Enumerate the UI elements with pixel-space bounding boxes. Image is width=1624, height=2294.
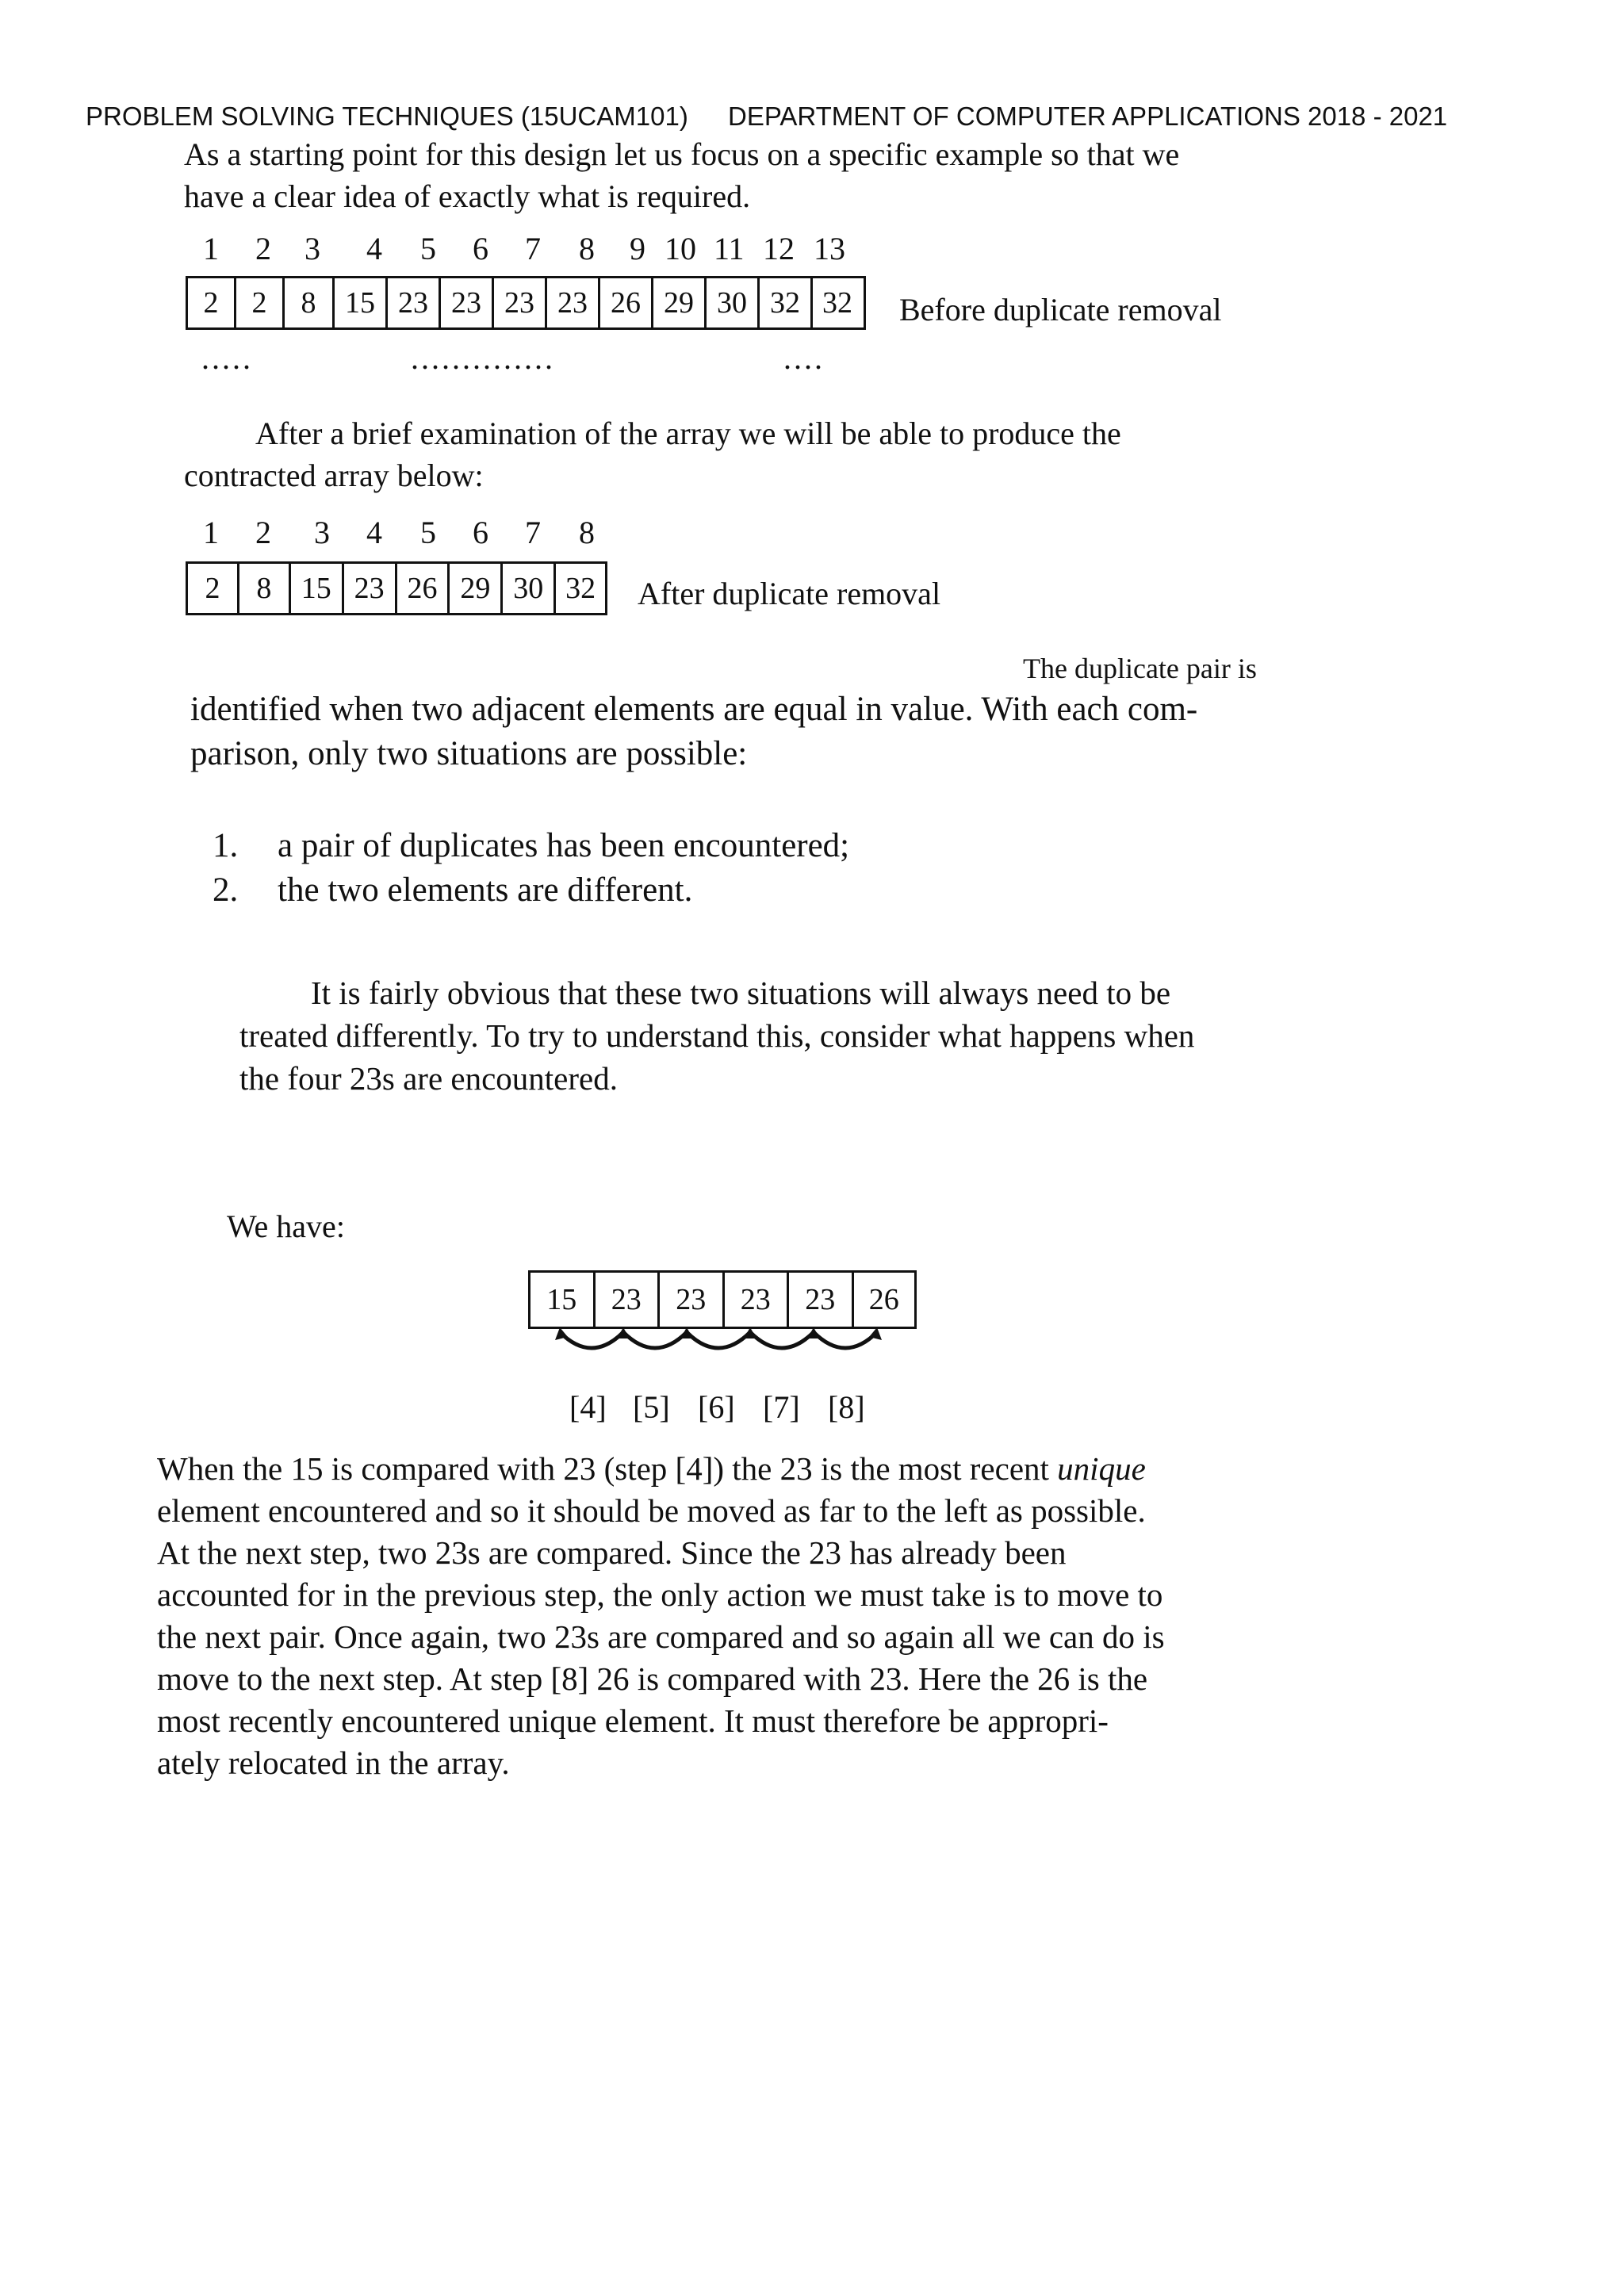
before-cell: 32 [822, 286, 852, 320]
para5-line-2: element encountered and so it should be moved as far to the left as possible. [157, 1492, 1146, 1529]
after-cell: 23 [344, 564, 397, 613]
para4-line-3: the four 23s are encountered. [239, 1060, 618, 1097]
para5-line-7: most recently encountered unique element. It must therefore be appropri- [157, 1702, 1109, 1739]
before-cell: 29 [653, 278, 707, 327]
before-cell: 26 [600, 278, 653, 327]
para4-line-2: treated differently. To try to understand this, consider what happens when [239, 1017, 1195, 1054]
before-cell: 2 [188, 278, 236, 327]
list-num-2: 2. [213, 871, 239, 909]
after-cell: 8 [239, 564, 291, 613]
before-index-5: 5 [420, 231, 436, 266]
header-course-title: PROBLEM SOLVING TECHNIQUES (15UCAM101) [86, 101, 688, 131]
before-index-11: 11 [714, 231, 745, 266]
after-array [186, 561, 607, 615]
para5-line-6: move to the next step. At step [8] 26 is compared with 23. Here the 26 is the [157, 1660, 1148, 1697]
before-index-2: 2 [255, 231, 271, 266]
after-index-1: 1 [203, 515, 219, 550]
before-index-6: 6 [473, 231, 488, 266]
before-dots-3: .... [783, 340, 825, 376]
para4-line-1: It is fairly obvious that these two situations will always need to be [311, 975, 1171, 1011]
comparison-cell: 23 [596, 1273, 661, 1327]
before-index-8: 8 [579, 231, 595, 266]
para3-line-1: identified when two adjacent elements are equal in value. With each com- [190, 691, 1198, 728]
we-have-label: We have: [227, 1208, 345, 1244]
before-index-1: 1 [203, 231, 219, 266]
before-cell: 8 [285, 278, 335, 327]
header-department: DEPARTMENT OF COMPUTER APPLICATIONS 2018 - 2021 [728, 101, 1448, 131]
after-cell: 32 [565, 572, 596, 605]
after-index-4: 4 [366, 515, 382, 550]
before-index-10: 10 [665, 231, 696, 266]
after-cell: 26 [397, 564, 450, 613]
after-cell: 2 [188, 564, 239, 613]
before-label: Before duplicate removal [899, 292, 1222, 327]
before-index-9: 9 [630, 231, 645, 266]
after-index-8: 8 [579, 515, 595, 550]
para3-lead: The duplicate pair is [1023, 653, 1257, 684]
after-index-6: 6 [473, 515, 488, 550]
after-cell: 30 [503, 564, 556, 613]
before-array [186, 276, 866, 330]
before-dots-2: .............. [411, 340, 555, 376]
comparison-cell: 23 [789, 1273, 854, 1327]
before-cell: 2 [236, 278, 285, 327]
para5-line-1-text: When the 15 is compared with 23 (step [4]) the 23 is the most recent [157, 1450, 1049, 1487]
before-dots-1: ..... [201, 340, 253, 376]
para5-emphasis-unique: unique [1057, 1450, 1146, 1487]
para2-line-2: contracted array below: [184, 458, 484, 493]
arrowhead [744, 1327, 756, 1338]
before-index-4: 4 [366, 231, 382, 266]
before-index-3: 3 [304, 231, 320, 266]
comparison-cell: 26 [868, 1283, 899, 1316]
para3-line-2: parison, only two situations are possible: [190, 735, 748, 772]
before-cell: 23 [547, 278, 600, 327]
after-label: After duplicate removal [638, 576, 941, 611]
comparison-cell: 23 [660, 1273, 725, 1327]
list-num-1: 1. [213, 827, 239, 864]
compare-arc-4 [560, 1332, 623, 1348]
comparison-cell: 23 [725, 1273, 790, 1327]
compare-arc-5 [623, 1332, 687, 1348]
before-index-13: 13 [814, 231, 845, 266]
para5-line-8: ately relocated in the array. [157, 1744, 510, 1781]
compare-arc-8 [814, 1332, 877, 1348]
before-index-7: 7 [525, 231, 541, 266]
step-label-5: [5] [633, 1389, 670, 1425]
before-cell: 15 [335, 278, 388, 327]
arrowhead [680, 1327, 693, 1338]
comparison-array [528, 1270, 917, 1329]
before-cell: 23 [388, 278, 441, 327]
after-index-7: 7 [525, 515, 541, 550]
arrowhead [617, 1327, 630, 1338]
before-cell: 32 [760, 278, 813, 327]
after-cell: 15 [291, 564, 344, 613]
intro-line-2: have a clear idea of exactly what is required. [184, 178, 751, 214]
before-cell: 23 [494, 278, 547, 327]
list-item-1: a pair of duplicates has been encountered; [278, 827, 850, 864]
compare-arc-7 [750, 1332, 814, 1348]
step-label-7: [7] [763, 1389, 800, 1425]
compare-arc-6 [687, 1332, 750, 1348]
para5-line-3: At the next step, two 23s are compared. Since the 23 has already been [157, 1534, 1067, 1571]
para5-line-4: accounted for in the previous step, the only action we must take is to move to [157, 1576, 1163, 1613]
step-label-4: [4] [569, 1389, 607, 1425]
para2-line-1: After a brief examination of the array we will be able to produce the [255, 416, 1121, 451]
step-label-8: [8] [828, 1389, 865, 1425]
before-index-12: 12 [763, 231, 795, 266]
comparison-cell: 15 [530, 1273, 596, 1327]
after-index-2: 2 [255, 515, 271, 550]
para5-line-5: the next pair. Once again, two 23s are compared and so again all we can do is [157, 1618, 1165, 1655]
after-index-5: 5 [420, 515, 436, 550]
intro-line-1: As a starting point for this design let us focus on a specific example so that we [184, 136, 1180, 172]
after-cell: 29 [450, 564, 503, 613]
arrowhead [807, 1327, 820, 1338]
before-cell: 23 [441, 278, 494, 327]
after-index-3: 3 [314, 515, 330, 550]
step-label-6: [6] [698, 1389, 735, 1425]
before-cell: 30 [707, 278, 760, 327]
para5-line-1 [157, 1448, 1146, 1490]
comparison-arrows [528, 1326, 917, 1370]
list-item-2: the two elements are different. [278, 871, 693, 909]
